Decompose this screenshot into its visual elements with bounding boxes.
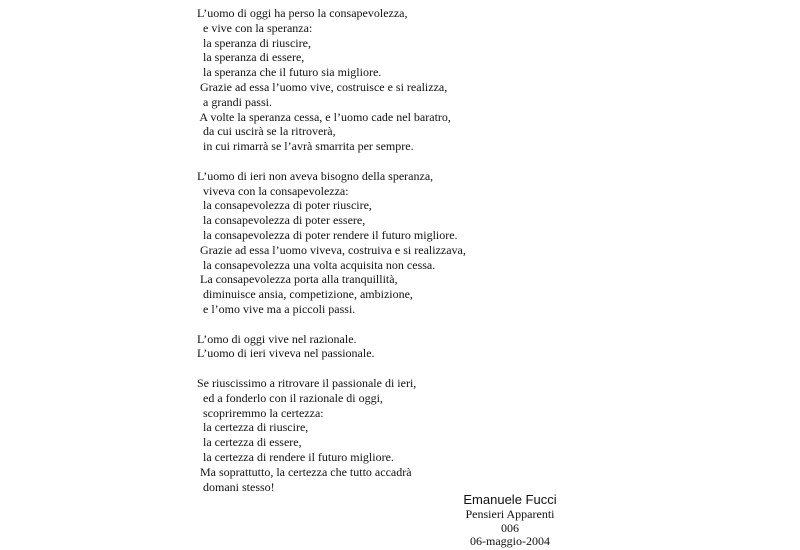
poem-line: scopriremmo la certezza: — [197, 405, 324, 420]
poem-line: A volte la speranza cessa, e l’uomo cade nel baratro, — [197, 109, 451, 124]
poem-line: la certezza di essere, — [197, 435, 302, 450]
poem-line: in cui rimarrà se l’avrà smarrita per sempre. — [197, 139, 414, 154]
poem-stanza — [197, 169, 617, 317]
poem-line: diminuisce ansia, competizione, ambizione, — [197, 287, 413, 302]
poem-line: Grazie ad essa l’uomo vive, costruisce e si realizza, — [197, 79, 448, 94]
poem-line: viveva con la consapevolezza: — [197, 183, 349, 198]
poem-stanza — [197, 6, 617, 154]
poem-line: L’uomo di ieri viveva nel passionale. — [197, 346, 375, 361]
poem-line: L’omo di oggi vive nel razionale. — [197, 331, 357, 346]
poem-line: la consapevolezza una volta acquisita non cessa. — [197, 257, 436, 272]
poem-line: domani stesso! — [197, 479, 275, 494]
collection-title: Pensieri Apparenti — [465, 507, 555, 521]
poem-line: e l’omo vive ma a piccoli passi. — [197, 301, 356, 316]
poem-line: L’uomo di oggi ha perso la consapevolezza, — [197, 6, 408, 20]
poem-stanza — [197, 332, 617, 362]
poem-line: L’uomo di ieri non aveva bisogno della speranza, — [197, 168, 434, 183]
poem-line: la certezza di rendere il futuro migliore. — [197, 449, 394, 464]
poem-line: ed a fonderlo con il razionale di oggi, — [197, 390, 383, 405]
author-name: Emanuele Fucci — [463, 492, 557, 507]
poem-line: Grazie ad essa l’uomo viveva, costruiva e si realizzava, — [197, 242, 466, 257]
poem-line: e vive con la speranza: — [197, 20, 313, 35]
poem-line: la consapevolezza di poter rendere il futuro migliore. — [197, 227, 458, 242]
poem-line: La consapevolezza porta alla tranquillità, — [197, 272, 398, 287]
poem-line: Se riuscissimo a ritrovare il passionale di ieri, — [197, 375, 417, 390]
poem-number: 006 — [501, 520, 519, 535]
poem-line: Ma soprattutto, la certezza che tutto accadrà — [197, 464, 412, 479]
poem-line: a grandi passi. — [197, 94, 272, 109]
poem-line: la consapevolezza di poter riuscire, — [197, 198, 372, 213]
poem-date: 06-maggio-2004 — [470, 534, 550, 549]
poem-stanza — [197, 376, 617, 494]
poem-line: la speranza di riuscire, — [197, 35, 311, 50]
poem-line: la consapevolezza di poter essere, — [197, 213, 366, 228]
poem-line: la speranza di essere, — [197, 50, 305, 65]
poem-line: la certezza di riuscire, — [197, 420, 309, 435]
poem-line: da cui uscirà se la ritroverà, — [197, 124, 336, 139]
poem-body — [197, 6, 617, 509]
poem-line: la speranza che il futuro sia migliore. — [197, 65, 382, 80]
signature-block — [440, 492, 580, 549]
